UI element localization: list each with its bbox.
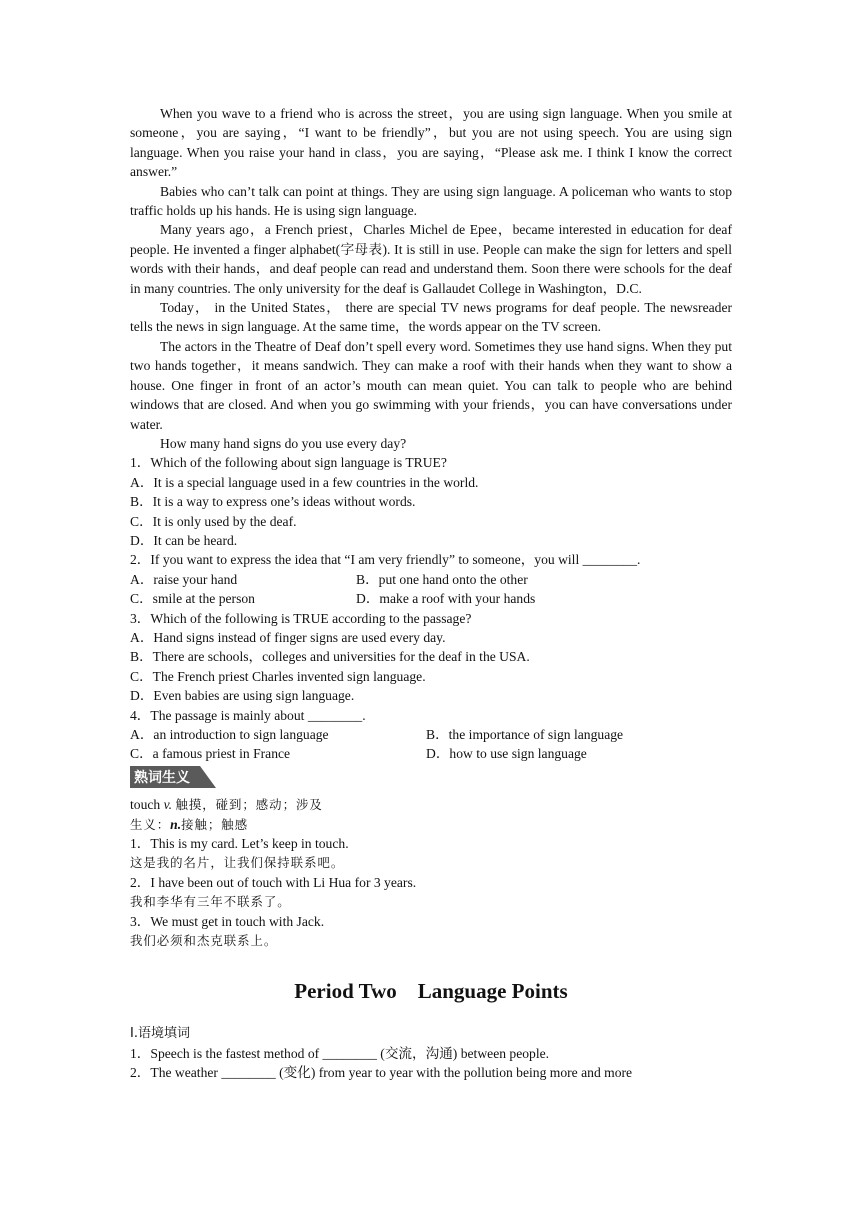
question-stem: 3．Which of the following is TRUE according to the passage?	[130, 610, 472, 626]
example-en: 3．We must get in touch with Jack.	[130, 913, 325, 929]
passage-paragraph: When you wave to a friend who is across the street，you are using sign language. When you smile at someone，you are saying，“I want to be friendly”，but you are not using speech. You are using sign language. When you raise your hand in class，you are saying，“Please ask me. I think I know the correct answer.”	[130, 106, 732, 180]
option-b: B．It is a way to express one’s ideas without words.	[130, 494, 416, 510]
question-stem: 4．The passage is mainly about ________.	[130, 707, 366, 723]
option-c: C．The French priest Charles invented sign language.	[130, 668, 426, 684]
option-row	[130, 570, 732, 589]
option-b: B．put one hand onto the other	[356, 571, 528, 587]
passage-paragraph: How many hand signs do you use every day?	[160, 435, 407, 451]
section-tag-vocab	[130, 766, 216, 788]
example-cn: 我们必须和杰克联系上。	[130, 933, 278, 949]
option-c: C．a famous priest in France	[130, 746, 291, 762]
fill-item: 1．Speech is the fastest method of ________ (交流，沟通) between people.	[130, 1045, 550, 1061]
option-row	[130, 744, 732, 763]
option-c: C．It is only used by the deaf.	[130, 513, 297, 529]
vocab-pos-new: n.	[170, 816, 182, 832]
option-row	[130, 589, 732, 608]
option-c: C．smile at the person	[130, 591, 255, 607]
option-a: A．an introduction to sign language	[130, 727, 329, 742]
example-en: 1．This is my card. Let’s keep in touch.	[130, 836, 349, 852]
question-4	[130, 706, 732, 764]
vocab-new-meaning-text: 接触；触感	[181, 816, 249, 832]
vocab-word: touch	[130, 797, 161, 813]
example-cn: 我和李华有三年不联系了。	[130, 894, 291, 910]
option-d: D．make a roof with your hands	[356, 591, 536, 607]
question-3	[130, 609, 732, 706]
example-cn: 这是我的名片，让我们保持联系吧。	[130, 855, 345, 871]
option-b: B．the importance of sign language	[426, 727, 624, 742]
option-d: D．how to use sign language	[426, 746, 587, 762]
passage-paragraph: Many years ago，a French priest，Charles Michel de Epee，became interested in education for deaf people. He invented a finger alphabet(字母表). It is still in use. People can make the sign for letters and spell words with their hands，and deaf people can read and understand them. Soon there were schools for the deaf in many countries. The only university for the deaf is Gallaudet College in Washington，D.C.	[130, 222, 732, 296]
question-stem: 1．Which of the following about sign language is TRUE?	[130, 455, 447, 471]
example-en: 2．I have been out of touch with Li Hua for 3 years.	[130, 874, 417, 890]
option-a: A．Hand signs instead of finger signs are used every day.	[130, 629, 446, 645]
vocab-meaning: 触摸，碰到；感动；涉及	[175, 797, 323, 813]
vocab-new-meaning	[130, 815, 732, 834]
option-d: D．Even babies are using sign language.	[130, 688, 355, 704]
question-2	[130, 550, 732, 608]
option-a: A．It is a special language used in a few countries in the world.	[130, 474, 479, 490]
document-page	[130, 104, 732, 1083]
option-row	[130, 725, 732, 744]
vocab-entry	[130, 795, 732, 814]
vocab-new-label: 生义：	[130, 816, 171, 832]
question-stem: 2．If you want to express the idea that “I am very friendly” to someone，you will ________.	[130, 552, 641, 568]
section-tag-label: 熟词生义	[134, 769, 190, 786]
section-tag-banner	[130, 766, 216, 788]
period-title: Period Two Language Points	[294, 979, 568, 1004]
fill-heading: Ⅰ.语境填词	[130, 1026, 190, 1042]
passage-paragraph: The actors in the Theatre of Deaf don’t spell every word. Sometimes they use hand signs. When they put two hands together，it means sandwich. They can make a roof with their hands when they want to show a house. One finger in front of an actor’s mouth can mean quiet. You can talk to people who are behind windows that are closed. And when you go swimming with your friends，you can have conversations under water.	[130, 338, 732, 432]
fill-item: 2．The weather ________ (变化) from year to year with the pollution being more and more	[130, 1065, 633, 1081]
vocab-pos: v.	[163, 797, 173, 813]
passage-paragraph: Babies who can’t talk can point at things. They are using sign language. A policeman who wants to stop traffic holds up his hands. He is using sign language.	[130, 183, 732, 219]
option-a: A．raise your hand	[130, 571, 238, 587]
option-d: D．It can be heard.	[130, 532, 238, 548]
question-1	[130, 453, 732, 550]
option-b: B．There are schools，colleges and universities for the deaf in the USA.	[130, 649, 530, 665]
passage-paragraph: Today， in the United States， there are special TV news programs for deaf people. The newsreader tells the news in sign language. At the same time，the words appear on the TV screen.	[130, 300, 732, 335]
